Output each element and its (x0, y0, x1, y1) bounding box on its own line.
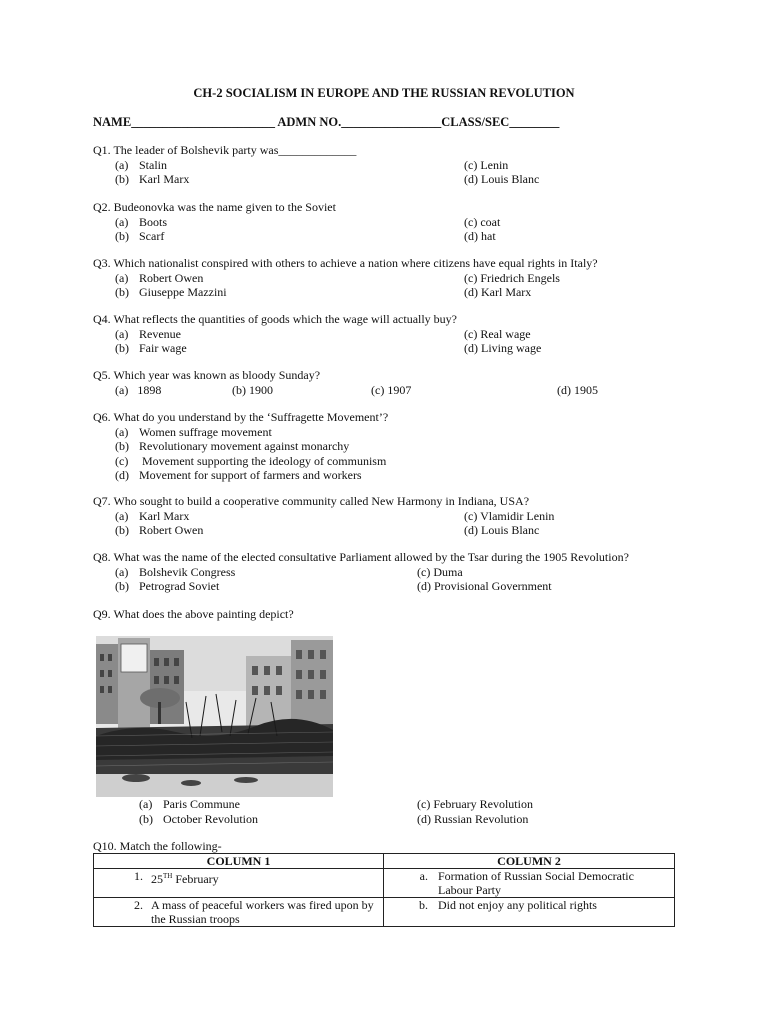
option-text: Revolutionary movement against monarchy (139, 439, 350, 453)
question-2 (93, 200, 693, 244)
question-8 (93, 550, 733, 594)
column-2-header: COLUMN 2 (384, 854, 675, 869)
question-10-stem: Q10. Match the following- (93, 839, 222, 853)
table-header-row (94, 854, 675, 869)
option-label: (b) (115, 285, 129, 299)
option-text: Robert Owen (139, 523, 204, 537)
row-letter: b. (419, 898, 428, 912)
option-text: Robert Owen (139, 270, 204, 285)
match-table (93, 853, 675, 927)
option-label: (b) (115, 229, 129, 243)
option-label: (a) (115, 214, 129, 229)
question-stem: Q7. Who sought to build a cooperative community called New Harmony in Indiana, USA? (93, 494, 530, 508)
question-stem: Q9. What does the above painting depict? (93, 607, 294, 621)
option-text: Bolshevik Congress (139, 564, 236, 579)
page-title: CH-2 SOCIALISM IN EUROPE AND THE RUSSIAN REVOLUTION (193, 86, 575, 100)
option-label: (a) (115, 424, 129, 439)
option-text: (c) Lenin (464, 157, 509, 172)
column-2-text: Formation of Russian Social Democratic Labour Party (438, 869, 634, 897)
question-stem: Q4. What reflects the quantities of goods which the wage will actually buy? (93, 312, 458, 326)
option-text: Giuseppe Mazzini (139, 285, 227, 299)
question-stem: Q3. Which nationalist conspired with others to achieve a nation where citizens have equal rights in Italy? (93, 256, 598, 270)
option-text: (d) Karl Marx (464, 285, 532, 299)
option-text: Stalin (139, 157, 168, 172)
question-9-options (93, 797, 693, 826)
option-label: (a) (115, 326, 129, 341)
option-text: (c) Vlamidir Lenin (464, 508, 555, 523)
option-text: Movement for support of farmers and workers (139, 468, 362, 482)
option-label: (d) (115, 468, 129, 482)
option-text: (c) coat (464, 214, 501, 229)
question-stem: Q1. The leader of Bolshevik party was_____________ (93, 143, 357, 157)
option-text: (c) Real wage (464, 326, 531, 341)
option-text: (c) Duma (417, 564, 463, 579)
question-stem: Q5. Which year was known as bloody Sunday? (93, 368, 321, 382)
option-label: (b) (115, 172, 129, 186)
question-9 (93, 607, 693, 622)
option-label: (a) (115, 508, 129, 523)
option-text: Karl Marx (139, 508, 190, 523)
option-text: (c) February Revolution (417, 797, 533, 811)
option-text: Petrograd Soviet (139, 579, 220, 593)
option-label: (a) (115, 564, 129, 579)
option-text: (c) Friedrich Engels (464, 270, 560, 285)
question-4 (93, 312, 693, 356)
option-text: Women suffrage movement (139, 424, 272, 439)
student-info-line: NAME_______________________ ADMN NO.________________CLASS/SEC________ (93, 115, 560, 129)
option-text: (d) 1905 (557, 382, 598, 397)
column-1-text: A mass of peaceful workers was fired upon by the Russian troops (151, 898, 374, 926)
option-text: Movement supporting the ideology of communism (139, 453, 387, 468)
row-letter: a. (419, 869, 428, 883)
option-text: (d) hat (464, 229, 496, 243)
option-label: (b) (115, 439, 129, 453)
option-text: Revenue (139, 326, 181, 341)
option-label: (c) (115, 453, 129, 468)
option-label: (a) (139, 797, 153, 811)
table-row (94, 869, 675, 898)
option-label: (b) (115, 341, 129, 355)
option-text: October Revolution (163, 811, 258, 826)
option-text: (c) 1907 (371, 382, 412, 397)
option-text: Fair wage (139, 341, 187, 355)
question-5 (93, 368, 693, 397)
question-stem: Q2. Budeonovka was the name given to the Soviet (93, 200, 336, 214)
option-text: (a) 1898 (115, 382, 162, 397)
option-text: (d) Russian Revolution (417, 811, 529, 826)
question-3 (93, 256, 713, 300)
option-text: Scarf (139, 229, 165, 243)
question-7 (93, 494, 693, 538)
option-text: Boots (139, 214, 168, 229)
option-text: (d) Provisional Government (417, 579, 552, 593)
option-label: (b) (115, 523, 129, 537)
option-text: (d) Living wage (464, 341, 542, 355)
option-label: (b) (139, 811, 153, 826)
column-1-header: COLUMN 1 (94, 854, 384, 869)
question-stem: Q8. What was the name of the elected consultative Parliament allowed by the Tsar during the 1905 Revolution? (93, 550, 629, 564)
column-1-text: 25TH February (151, 872, 219, 886)
option-label: (a) (115, 270, 129, 285)
revolution-painting (96, 636, 333, 797)
column-2-text: Did not enjoy any political rights (438, 898, 597, 912)
question-stem: Q6. What do you understand by the ‘Suffragette Movement’? (93, 410, 389, 424)
option-text: Paris Commune (163, 797, 240, 811)
question-6 (93, 410, 693, 483)
option-label: (a) (115, 157, 129, 172)
row-number: 1. (134, 869, 143, 883)
option-text: Karl Marx (139, 172, 190, 186)
option-text: (d) Louis Blanc (464, 523, 540, 537)
row-number: 2. (134, 898, 143, 912)
option-label: (b) (115, 579, 129, 593)
table-row (94, 898, 675, 927)
option-text: (d) Louis Blanc (464, 172, 540, 186)
question-1 (93, 143, 693, 187)
option-text: (b) 1900 (232, 382, 273, 397)
